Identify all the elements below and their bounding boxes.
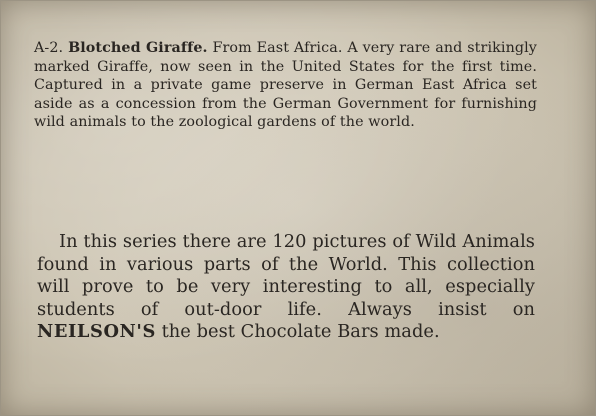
series-text: In this series there are 120 pictures of Wild Animals found in various parts of the World. This collection will prove to be very interesting to all, especially students of out-door life. Always insist on [37, 231, 535, 320]
brand-name: NEILSON'S [37, 321, 156, 343]
species-description: From East Africa. A very rare and strikingly marked Giraffe, now seen in the United States for the first time. Captured in a private game preserve in German East Africa set aside as a concession from the German Government for furnishing wild animals to the zoological gardens of the world. [34, 40, 537, 131]
series-text-ending: the best Chocolate Bars made. [161, 321, 440, 343]
species-name: Blotched Giraffe. [68, 40, 208, 56]
species-description-paragraph [34, 39, 537, 132]
species-code: A-2. [34, 40, 64, 56]
series-info-paragraph [37, 231, 535, 344]
